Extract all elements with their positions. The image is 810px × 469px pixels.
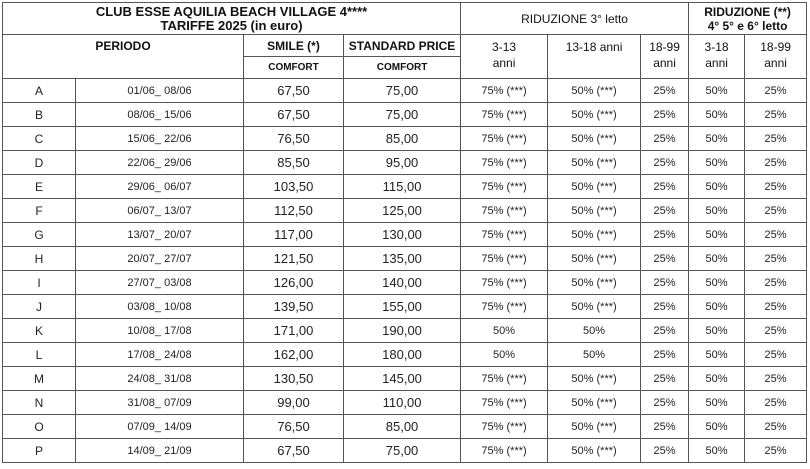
row-period: 14/09_ 21/09 (76, 439, 244, 463)
row-period: 13/07_ 20/07 (76, 223, 244, 247)
row-reduction-3-13: 75% (***) (461, 223, 548, 247)
row-reduction-13-18: 50% (***) (548, 127, 641, 151)
row-standard-price: 180,00 (344, 343, 461, 367)
row-letter: F (3, 199, 76, 223)
row-smile-price: 103,50 (244, 175, 344, 199)
row-letter: J (3, 295, 76, 319)
age-18-99b-anni: anni (764, 56, 787, 70)
row-reduction-13-18: 50% (***) (548, 199, 641, 223)
row-standard-price: 75,00 (344, 439, 461, 463)
row-smile-price: 99,00 (244, 391, 344, 415)
row-reduction-13-18: 50% (***) (548, 439, 641, 463)
row-reduction-3-13: 75% (***) (461, 175, 548, 199)
age-13-18-header: 13-18 anni (548, 35, 641, 79)
row-reduction-3-13: 50% (461, 343, 548, 367)
row-reduction-18-99b: 25% (745, 103, 807, 127)
table-row (3, 247, 807, 271)
table-title-cell (3, 3, 461, 35)
periodo-header: PERIODO (3, 35, 244, 79)
row-period: 03/08_ 10/08 (76, 295, 244, 319)
row-reduction-13-18: 50% (***) (548, 223, 641, 247)
table-row (3, 103, 807, 127)
table-row (3, 367, 807, 391)
row-smile-price: 76,50 (244, 127, 344, 151)
standard-price-header: STANDARD PRICE (344, 35, 461, 57)
row-reduction-3-13: 75% (***) (461, 151, 548, 175)
row-smile-price: 112,50 (244, 199, 344, 223)
row-period: 31/08_ 07/09 (76, 391, 244, 415)
row-standard-price: 115,00 (344, 175, 461, 199)
row-reduction-3-13: 75% (***) (461, 415, 548, 439)
row-standard-price: 130,00 (344, 223, 461, 247)
row-reduction-13-18: 50% (***) (548, 391, 641, 415)
row-reduction-13-18: 50% (***) (548, 151, 641, 175)
row-letter: P (3, 439, 76, 463)
smile-comfort-header: COMFORT (244, 57, 344, 79)
row-reduction-18-99: 25% (641, 391, 689, 415)
age-3-13-anni: anni (492, 56, 516, 70)
row-reduction-18-99b: 25% (745, 199, 807, 223)
age-18-99b-header (745, 35, 807, 79)
row-reduction-18-99: 25% (641, 79, 689, 103)
table-row (3, 295, 807, 319)
row-reduction-13-18: 50% (***) (548, 79, 641, 103)
row-reduction-18-99b: 25% (745, 343, 807, 367)
row-smile-price: 121,50 (244, 247, 344, 271)
row-standard-price: 145,00 (344, 367, 461, 391)
table-row (3, 391, 807, 415)
row-reduction-3-18: 50% (689, 439, 745, 463)
row-smile-price: 76,50 (244, 415, 344, 439)
row-reduction-18-99: 25% (641, 199, 689, 223)
row-reduction-3-18: 50% (689, 223, 745, 247)
table-row (3, 79, 807, 103)
row-standard-price: 95,00 (344, 151, 461, 175)
row-smile-price: 67,50 (244, 79, 344, 103)
row-smile-price: 67,50 (244, 103, 344, 127)
row-reduction-3-13: 75% (***) (461, 127, 548, 151)
row-reduction-3-18: 50% (689, 79, 745, 103)
row-period: 17/08_ 24/08 (76, 343, 244, 367)
table-row (3, 175, 807, 199)
row-reduction-13-18: 50% (***) (548, 415, 641, 439)
row-smile-price: 126,00 (244, 271, 344, 295)
row-smile-price: 171,00 (244, 319, 344, 343)
row-standard-price: 85,00 (344, 127, 461, 151)
row-standard-price: 125,00 (344, 199, 461, 223)
row-reduction-3-18: 50% (689, 295, 745, 319)
row-period: 08/06_ 15/06 (76, 103, 244, 127)
row-reduction-13-18: 50% (548, 319, 641, 343)
row-letter: I (3, 271, 76, 295)
row-standard-price: 85,00 (344, 415, 461, 439)
age-3-18-label: 3-18 (704, 40, 729, 54)
table-title: CLUB ESSE AQUILIA BEACH VILLAGE 4**** (95, 3, 368, 19)
row-letter: H (3, 247, 76, 271)
row-reduction-13-18: 50% (***) (548, 367, 641, 391)
row-period: 29/06_ 06/07 (76, 175, 244, 199)
table-row (3, 223, 807, 247)
row-reduction-3-13: 75% (***) (461, 79, 548, 103)
row-reduction-18-99: 25% (641, 415, 689, 439)
row-reduction-18-99: 25% (641, 343, 689, 367)
row-letter: E (3, 175, 76, 199)
row-period: 20/07_ 27/07 (76, 247, 244, 271)
age-3-18-anni: anni (705, 56, 728, 70)
row-reduction-18-99: 25% (641, 367, 689, 391)
table-row (3, 439, 807, 463)
row-period: 27/07_ 03/08 (76, 271, 244, 295)
row-reduction-18-99: 25% (641, 319, 689, 343)
row-reduction-3-13: 75% (***) (461, 367, 548, 391)
row-reduction-18-99: 25% (641, 127, 689, 151)
row-reduction-18-99b: 25% (745, 295, 807, 319)
row-reduction-3-13: 75% (***) (461, 391, 548, 415)
row-smile-price: 85,50 (244, 151, 344, 175)
riduzione-456-line1: RIDUZIONE (**) (704, 4, 791, 19)
riduzione-456-header (689, 3, 807, 35)
age-3-13-header (461, 35, 548, 79)
row-reduction-3-18: 50% (689, 103, 745, 127)
age-3-13-label: 3-13 (492, 40, 517, 54)
row-reduction-3-18: 50% (689, 175, 745, 199)
row-reduction-3-18: 50% (689, 367, 745, 391)
row-reduction-3-18: 50% (689, 271, 745, 295)
row-letter: K (3, 319, 76, 343)
riduzione-456-line2: 4° 5° e 6° letto (707, 18, 788, 33)
row-reduction-3-18: 50% (689, 247, 745, 271)
row-reduction-18-99b: 25% (745, 247, 807, 271)
row-reduction-3-13: 75% (***) (461, 295, 548, 319)
row-reduction-18-99b: 25% (745, 367, 807, 391)
row-reduction-18-99: 25% (641, 151, 689, 175)
age-18-99b-label: 18-99 (760, 40, 791, 54)
row-smile-price: 162,00 (244, 343, 344, 367)
row-letter: M (3, 367, 76, 391)
row-letter: N (3, 391, 76, 415)
row-reduction-18-99: 25% (641, 175, 689, 199)
row-reduction-18-99b: 25% (745, 415, 807, 439)
row-reduction-13-18: 50% (***) (548, 271, 641, 295)
row-period: 10/08_ 17/08 (76, 319, 244, 343)
row-reduction-18-99: 25% (641, 271, 689, 295)
row-reduction-3-18: 50% (689, 319, 745, 343)
row-reduction-13-18: 50% (***) (548, 247, 641, 271)
row-standard-price: 135,00 (344, 247, 461, 271)
row-letter: C (3, 127, 76, 151)
table-row (3, 199, 807, 223)
row-smile-price: 139,50 (244, 295, 344, 319)
row-reduction-18-99b: 25% (745, 175, 807, 199)
row-reduction-18-99b: 25% (745, 79, 807, 103)
row-reduction-3-18: 50% (689, 151, 745, 175)
row-letter: O (3, 415, 76, 439)
row-standard-price: 75,00 (344, 103, 461, 127)
row-reduction-18-99b: 25% (745, 127, 807, 151)
table-subtitle: TARIFFE 2025 (in euro) (160, 17, 303, 33)
table-row (3, 415, 807, 439)
row-reduction-18-99b: 25% (745, 391, 807, 415)
row-reduction-3-18: 50% (689, 199, 745, 223)
row-letter: A (3, 79, 76, 103)
row-reduction-3-18: 50% (689, 391, 745, 415)
row-reduction-3-13: 75% (***) (461, 439, 548, 463)
age-18-99-header (641, 35, 689, 79)
row-standard-price: 110,00 (344, 391, 461, 415)
row-period: 24/08_ 31/08 (76, 367, 244, 391)
standard-comfort-header: COMFORT (344, 57, 461, 79)
row-reduction-18-99b: 25% (745, 271, 807, 295)
row-reduction-18-99: 25% (641, 223, 689, 247)
row-reduction-3-13: 50% (461, 319, 548, 343)
row-reduction-3-18: 50% (689, 127, 745, 151)
row-letter: L (3, 343, 76, 367)
row-reduction-18-99b: 25% (745, 223, 807, 247)
age-3-18-header (689, 35, 745, 79)
smile-header: SMILE (*) (244, 35, 344, 57)
row-period: 01/06_ 08/06 (76, 79, 244, 103)
row-letter: B (3, 103, 76, 127)
row-reduction-3-13: 75% (***) (461, 247, 548, 271)
row-reduction-13-18: 50% (***) (548, 103, 641, 127)
row-reduction-18-99b: 25% (745, 319, 807, 343)
row-period: 07/09_ 14/09 (76, 415, 244, 439)
row-reduction-18-99: 25% (641, 247, 689, 271)
age-18-99-anni: anni (653, 56, 676, 70)
row-standard-price: 155,00 (344, 295, 461, 319)
row-reduction-13-18: 50% (548, 343, 641, 367)
age-18-99-label: 18-99 (649, 40, 680, 54)
row-reduction-3-13: 75% (***) (461, 271, 548, 295)
riduzione-3-header: RIDUZIONE 3° letto (461, 3, 689, 35)
row-reduction-18-99: 25% (641, 439, 689, 463)
row-smile-price: 130,50 (244, 367, 344, 391)
row-reduction-3-13: 75% (***) (461, 199, 548, 223)
rates-table (2, 2, 807, 463)
row-standard-price: 140,00 (344, 271, 461, 295)
row-reduction-3-18: 50% (689, 415, 745, 439)
row-period: 22/06_ 29/06 (76, 151, 244, 175)
row-reduction-3-18: 50% (689, 343, 745, 367)
row-reduction-18-99: 25% (641, 295, 689, 319)
row-period: 06/07_ 13/07 (76, 199, 244, 223)
row-letter: D (3, 151, 76, 175)
table-row (3, 343, 807, 367)
table-row (3, 319, 807, 343)
row-letter: G (3, 223, 76, 247)
table-row (3, 271, 807, 295)
row-reduction-13-18: 50% (***) (548, 295, 641, 319)
row-reduction-18-99b: 25% (745, 439, 807, 463)
row-smile-price: 117,00 (244, 223, 344, 247)
row-standard-price: 190,00 (344, 319, 461, 343)
row-reduction-3-13: 75% (***) (461, 103, 548, 127)
table-row (3, 127, 807, 151)
row-reduction-13-18: 50% (***) (548, 175, 641, 199)
row-reduction-18-99b: 25% (745, 151, 807, 175)
row-period: 15/06_ 22/06 (76, 127, 244, 151)
row-standard-price: 75,00 (344, 79, 461, 103)
row-reduction-18-99: 25% (641, 103, 689, 127)
table-row (3, 151, 807, 175)
row-smile-price: 67,50 (244, 439, 344, 463)
